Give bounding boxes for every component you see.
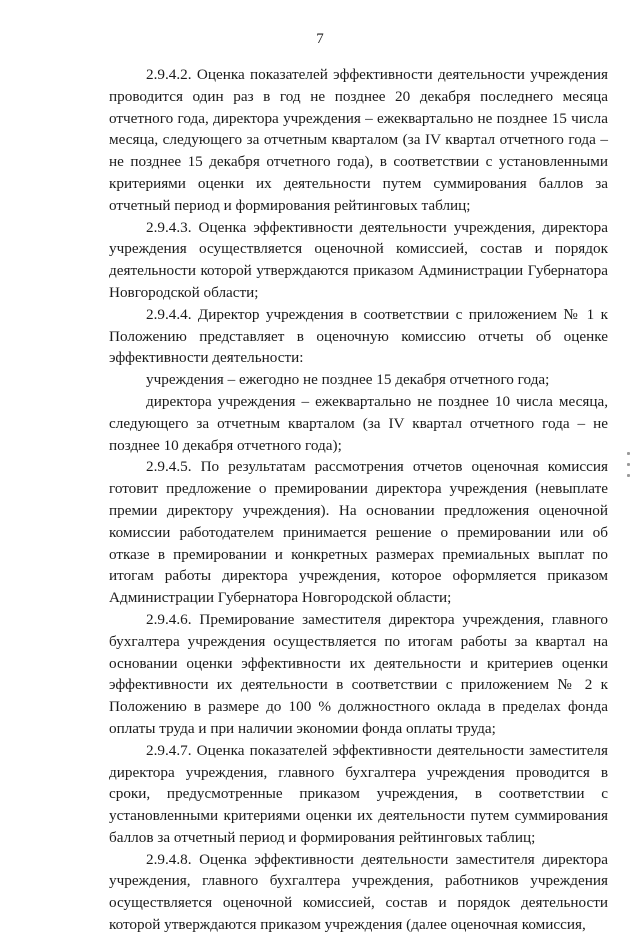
paragraph-2-9-4-6: 2.9.4.6. Премирование заместителя директора учреждения, главного бухгалтера учреждения осуществляется по итогам работы за квартал на основании оценки эффективности их деятельности и критериев оценки эффективности их деятельности в соответствии с приложением № 2 к Положению в размере до 100 % должностного оклада в пределах фонда оплаты труда и при наличии экономии фонда оплаты труда; [109, 610, 608, 737]
scan-dot [627, 452, 630, 455]
paragraph-2-9-4-8: 2.9.4.8. Оценка эффективности деятельности заместителя директора учреждения, главного бухгалтера учреждения, работников учреждения осуществляется оценочной комиссией, состав и порядок деятельности которой утверждаются приказом учреждения (далее оценочная комиссия, [109, 850, 608, 934]
paragraph-2-9-4-4: 2.9.4.4. Директор учреждения в соответствии с приложением № 1 к Положению представляет в оценочную комиссию отчеты об оценке эффективности деятельности: [109, 305, 608, 367]
scan-dot [627, 463, 630, 466]
paragraph-2-9-4-3: 2.9.4.3. Оценка эффективности деятельности учреждения, директора учреждения осуществляется оценочной комиссией, состав и порядок деятельности которой утверждаются приказом Администрации Губернатора Новгородской области; [109, 218, 608, 301]
paragraph-2-9-4-7: 2.9.4.7. Оценка показателей эффективности деятельности заместителя директора учреждения, главного бухгалтера учреждения проводится в сроки, предусмотренные приказом учреждения, в соответствии с установленными критериями оценки их деятельности путем суммирования баллов за отчетный период и формирования рейтинговых таблиц; [109, 741, 608, 846]
paragraph-list-item-institution: учреждения – ежегодно не позднее 15 декабря отчетного года; [146, 371, 550, 389]
page-number: 7 [316, 31, 324, 47]
document-body [109, 64, 608, 936]
paragraph-2-9-4-5: 2.9.4.5. По результатам рассмотрения отчетов оценочная комиссия готовит предложение о премировании директора учреждения (невыплате премии директору учреждения). На основании предложения оценочной комиссии работодателем принимается решение о премировании или об отказе в премировании и конкретных размерах премиальных выплат по итогам работы директора учреждения, которое оформляется приказом Администрации Губернатора Новгородской области; [109, 458, 608, 607]
paragraph-2-9-4-2: 2.9.4.2. Оценка показателей эффективности деятельности учреждения проводится один раз в год не позднее 20 декабря последнего месяца отчетного года, директора учреждения – ежеквартально не позднее 15 числа месяца, следующего за отчетным кварталом (за IV квартал отчетного года – не позднее 15 декабря отчетного года), в соответствии с установленными критериями оценки их деятельности путем суммирования баллов за отчетный период и формирования рейтинговых таблиц; [109, 66, 608, 214]
scan-margin-marks [627, 452, 633, 492]
paragraph-list-item-director: директора учреждения – ежеквартально не позднее 10 числа месяца, следующего за отчетным кварталом (за IV квартал отчетного года – не позднее 10 декабря отчетного года); [109, 392, 608, 454]
scan-dot [627, 474, 630, 477]
